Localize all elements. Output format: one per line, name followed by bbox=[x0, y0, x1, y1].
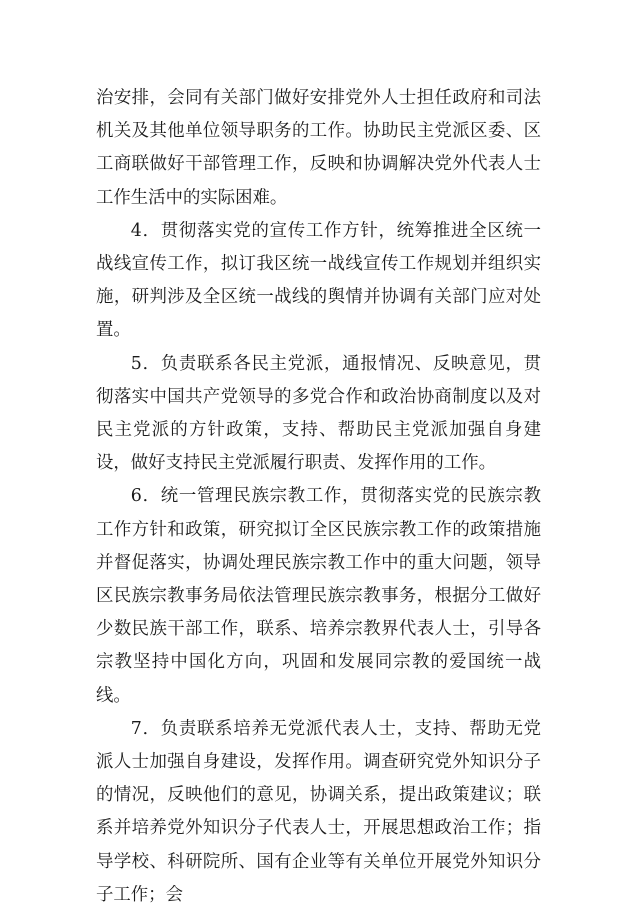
paragraph-item-4: 4．贯彻落实党的宣传工作方针，统筹推进全区统一战线宣传工作，拟订我区统一战线宣传工作规划并组织实施，研判涉及全区统一战线的舆情并协调有关部门应对处置。 bbox=[96, 220, 541, 341]
paragraph-item-5: 5．负责联系各民主党派，通报情况、反映意见，贯彻落实中国共产党领导的多党合作和政治协商制度以及对民主党派的方针政策，支持、帮助民主党派加强自身建设，做好支持民主党派履行职责、发挥作用的工作。 bbox=[96, 353, 541, 474]
document-body bbox=[96, 82, 541, 912]
paragraph-item-6: 6．统一管理民族宗教工作，贯彻落实党的民族宗教工作方针和政策，研究拟订全区民族宗教工作的政策措施并督促落实，协调处理民族宗教工作中的重大问题，领导区民族宗教事务局依法管理民族宗教事务，根据分工做好少数民族干部工作，联系、培养宗教界代表人士，引导各宗教坚持中国化方向，巩固和发展同宗教的爱国统一战线。 bbox=[96, 486, 541, 706]
paragraph-item-7: 7．负责联系培养无党派代表人士，支持、帮助无党派人士加强自身建设，发挥作用。调查研究党外知识分子的情况，反映他们的意见，协调关系，提出政策建议；联系并培养党外知识分子代表人士，开展思想政治工作；指导学校、科研院所、国有企业等有关单位开展党外知识分子工作；会 bbox=[96, 718, 541, 905]
paragraph-continued: 治安排，会同有关部门做好安排党外人士担任政府和司法机关及其他单位领导职务的工作。协助民主党派区委、区工商联做好干部管理工作，反映和协调解决党外代表人士工作生活中的实际困难。 bbox=[96, 88, 541, 208]
